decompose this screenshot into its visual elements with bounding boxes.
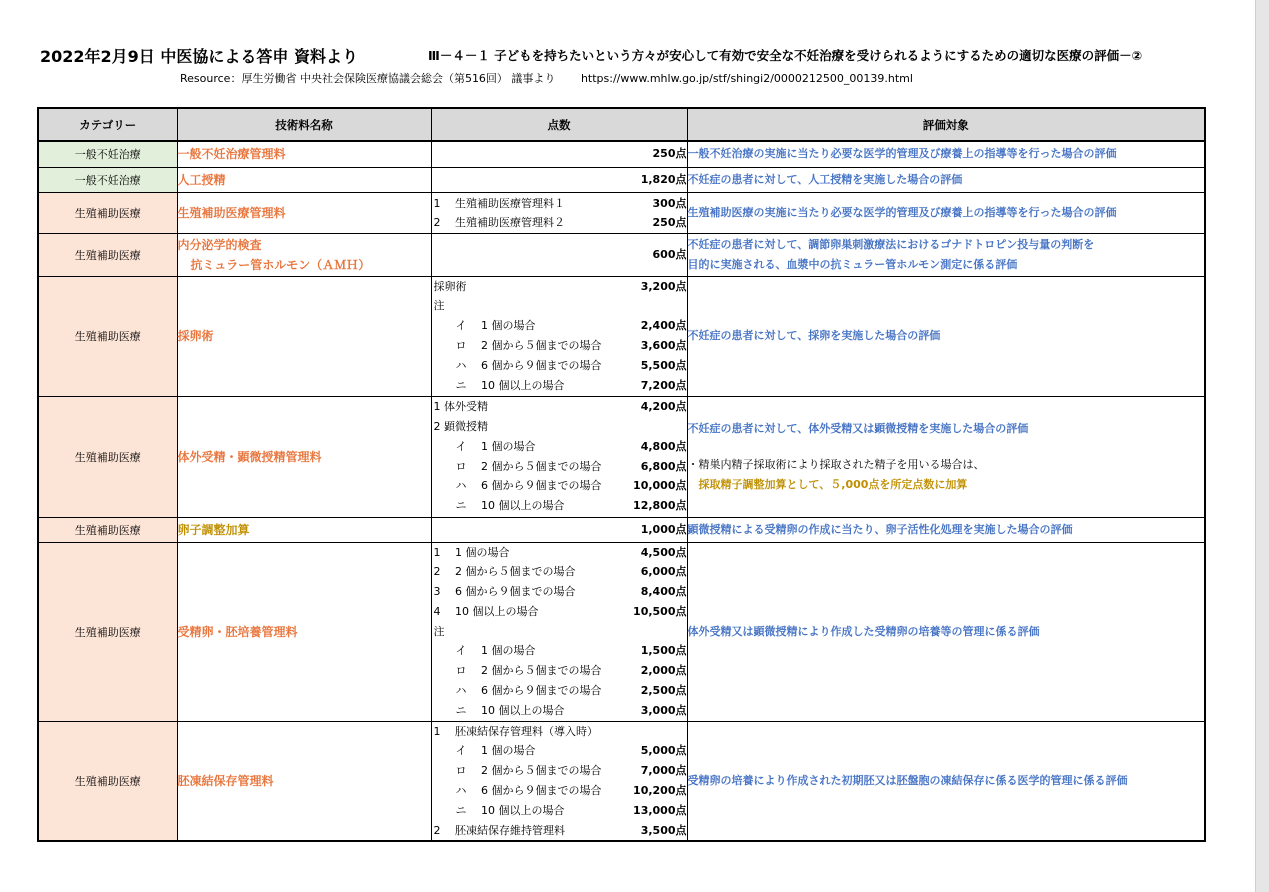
points-label: 注	[433, 299, 445, 313]
resource-line	[180, 70, 913, 86]
fee-name-cell: 体外受精・顕微授精管理料	[177, 396, 431, 517]
points-value: 300点	[652, 196, 687, 210]
table-row	[38, 396, 1205, 517]
window-edge	[1255, 0, 1269, 892]
category-cell: 生殖補助医療	[38, 517, 177, 542]
evaluation-text-2: 目的に実施される、血漿中の抗ミュラー管ホルモン測定に係る評価	[687, 257, 1018, 271]
category-cell: 生殖補助医療	[38, 396, 177, 517]
points-label: ロ 2 個から５個までの場合	[433, 339, 602, 352]
category-cell: 生殖補助医療	[38, 192, 177, 233]
fee-name-cell: 胚凍結保存管理料	[177, 721, 431, 841]
evaluation-cell: 顕微授精による受精卵の作成に当たり、卵子活性化処理を実施した場合の評価	[687, 517, 1205, 542]
evaluation-text: 不妊症の患者に対して、調節卵巣刺激療法におけるゴナドトロピン投与量の判断を	[687, 237, 1095, 251]
points-label: 2 2 個から５個までの場合	[433, 565, 576, 579]
category-cell: 生殖補助医療	[38, 233, 177, 276]
points-cell	[431, 517, 687, 542]
points-cell	[431, 721, 687, 841]
points-label: イ 1 個の場合	[433, 744, 536, 758]
points-value: 250点	[652, 215, 687, 229]
points-value: 10,500点	[633, 604, 687, 618]
points-label: ロ 2 個から５個までの場合	[433, 664, 602, 678]
points-label: 1 生殖補助医療管理料１	[433, 196, 565, 210]
category-cell: 生殖補助医療	[38, 276, 177, 396]
page-title: 2022年2月9日 中医協による答申 資料より	[40, 47, 358, 66]
table-row	[38, 542, 1205, 721]
points-value: 13,000点	[633, 803, 687, 817]
resource-label: Resource：厚生労働省 中央社会保険医療協議会総会（第516回） 議事より	[180, 72, 556, 85]
category-cell: 一般不妊治療	[38, 141, 177, 167]
evaluation-text: 不妊症の患者に対して、体外受精又は顕微授精を実施した場合の評価	[687, 421, 1029, 435]
column-header-name: 技術料名称	[177, 108, 431, 141]
table-row	[38, 167, 1205, 192]
points-label: ニ 10 個以上の場合	[433, 378, 565, 392]
points-value: 4,500点	[640, 545, 687, 559]
points-label: ロ 2 個から５個までの場合	[433, 764, 602, 778]
table-row	[38, 517, 1205, 542]
points-label: ニ 10 個以上の場合	[433, 499, 565, 513]
table-row	[38, 276, 1205, 396]
fee-name: 内分泌学的検査	[177, 237, 262, 252]
table-row	[38, 721, 1205, 841]
points-label: ニ 10 個以上の場合	[433, 803, 565, 817]
points-value: 12,800点	[633, 499, 687, 513]
fee-name-cell: 一般不妊治療管理料	[177, 141, 431, 167]
fee-name-sub: 抗ミュラー管ホルモン（ＡＭＨ）	[190, 257, 371, 272]
points-cell	[431, 233, 687, 276]
table-row	[38, 141, 1205, 167]
points-cell	[431, 192, 687, 233]
points-label: イ 1 個の場合	[433, 439, 536, 453]
points-value: 4,200点	[640, 400, 687, 414]
fee-name-cell: 生殖補助医療管理料	[177, 192, 431, 233]
points-label: 1 胚凍結保存管理料（導入時）	[433, 724, 598, 738]
points-cell	[431, 542, 687, 721]
category-cell: 生殖補助医療	[38, 542, 177, 721]
points-value: 7,200点	[640, 378, 687, 392]
points-label: 注	[433, 624, 445, 638]
points-label: ハ 6 個から９個までの場合	[433, 358, 602, 372]
points-value: 600点	[652, 247, 687, 261]
points-cell	[431, 167, 687, 192]
points-label: イ 1 個の場合	[433, 644, 536, 658]
points-value: 6,000点	[640, 565, 687, 579]
evaluation-cell: 受精卵の培養により作成された初期胚又は胚盤胞の凍結保存に係る医学的管理に係る評価	[687, 721, 1205, 841]
points-value: 250点	[652, 147, 687, 161]
table-row	[38, 192, 1205, 233]
evaluation-note: ・精巣内精子採取術により採取された精子を用いる場合は、	[687, 457, 985, 471]
table-row	[38, 233, 1205, 276]
evaluation-cell	[687, 233, 1205, 276]
points-value: 7,000点	[640, 764, 687, 778]
category-cell: 一般不妊治療	[38, 167, 177, 192]
points-value: 10,000点	[633, 479, 687, 493]
points-value: 1,820点	[640, 172, 687, 186]
points-value: 5,000点	[640, 744, 687, 758]
points-value: 8,400点	[640, 585, 687, 599]
points-label: ハ 6 個から９個までの場合	[433, 784, 602, 798]
points-label: 4 10 個以上の場合	[433, 604, 539, 618]
fee-table	[37, 107, 1206, 842]
points-label: イ 1 個の場合	[433, 319, 536, 333]
points-value: 2,000点	[640, 664, 687, 678]
points-value: 3,600点	[640, 339, 687, 352]
points-label: ハ 6 個から９個までの場合	[433, 479, 602, 493]
points-value: 2,400点	[640, 319, 687, 333]
points-cell	[431, 141, 687, 167]
points-value: 1,000点	[640, 522, 687, 536]
points-label: ニ 10 個以上の場合	[433, 703, 565, 717]
points-label: 1 1 個の場合	[433, 545, 510, 559]
evaluation-cell: 不妊症の患者に対して、人工授精を実施した場合の評価	[687, 167, 1205, 192]
points-value: 10,200点	[633, 784, 687, 798]
points-value: 6,800点	[640, 459, 687, 473]
section-heading: Ⅲ－４－１ 子どもを持ちたいという方々が安心して有効で安全な不妊治療を受けられるようにするための適切な医療の評価－②	[428, 48, 1143, 63]
points-value: 3,200点	[640, 279, 687, 293]
fee-name-cell	[177, 233, 431, 276]
column-header-points: 点数	[431, 108, 687, 141]
points-label: ハ 6 個から９個までの場合	[433, 684, 602, 698]
points-label: 2 生殖補助医療管理料２	[433, 215, 565, 229]
fee-name-cell: 人工授精	[177, 167, 431, 192]
points-value: 1,500点	[640, 644, 687, 658]
table-header-row	[38, 108, 1205, 141]
evaluation-cell: 生殖補助医療の実施に当たり必要な医学的管理及び療養上の指導等を行った場合の評価	[687, 192, 1205, 233]
points-value: 3,000点	[640, 703, 687, 717]
points-value: 5,500点	[640, 358, 687, 372]
fee-name-cell: 受精卵・胚培養管理料	[177, 542, 431, 721]
resource-url[interactable]: https://www.mhlw.go.jp/stf/shingi2/0000212500_00139.html	[580, 72, 913, 85]
points-cell	[431, 396, 687, 517]
evaluation-cell: 不妊症の患者に対して、採卵を実施した場合の評価	[687, 276, 1205, 396]
points-label: 2 胚凍結保存維持管理料	[433, 823, 565, 837]
points-label: 2 顕微授精	[433, 419, 488, 433]
evaluation-note-addition: 採取精子調整加算として、５,000点を所定点数に加算	[698, 477, 968, 491]
points-label: ロ 2 個から５個までの場合	[433, 459, 602, 473]
points-label: 1 体外受精	[433, 400, 488, 414]
fee-name-cell: 卵子調整加算	[177, 517, 431, 542]
evaluation-cell	[687, 396, 1205, 517]
points-value: 2,500点	[640, 684, 687, 698]
points-label: 採卵術	[433, 279, 467, 293]
points-value: 3,500点	[640, 823, 687, 837]
category-cell: 生殖補助医療	[38, 721, 177, 841]
fee-name-cell: 採卵術	[177, 276, 431, 396]
points-value: 4,800点	[640, 439, 687, 453]
evaluation-cell: 一般不妊治療の実施に当たり必要な医学的管理及び療養上の指導等を行った場合の評価	[687, 141, 1205, 167]
column-header-evaluation: 評価対象	[687, 108, 1205, 141]
column-header-category: カテゴリー	[38, 108, 177, 141]
evaluation-cell: 体外受精又は顕微授精により作成した受精卵の培養等の管理に係る評価	[687, 542, 1205, 721]
points-cell	[431, 276, 687, 396]
points-label: 3 6 個から９個までの場合	[433, 585, 576, 599]
